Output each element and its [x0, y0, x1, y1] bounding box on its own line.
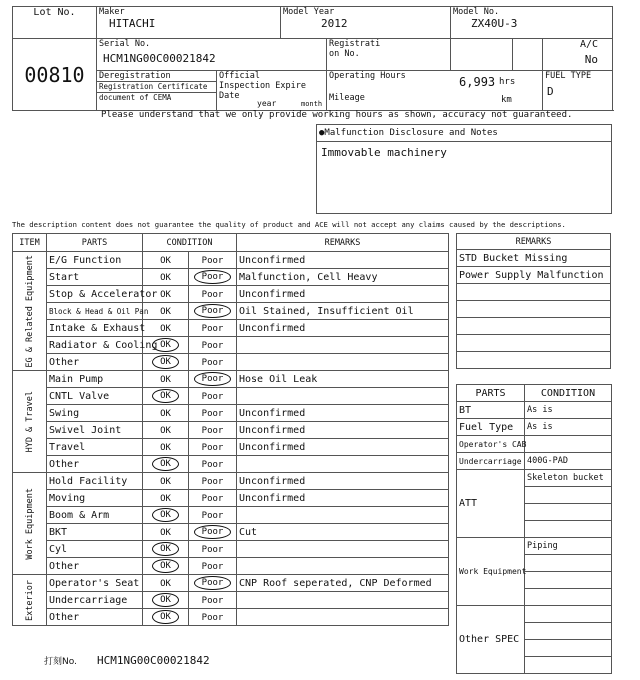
group-label: Exterior [24, 579, 35, 621]
table-row [13, 541, 449, 558]
group-label-cell [13, 252, 47, 371]
poor-cell [189, 286, 237, 303]
part-name: Travel [47, 439, 143, 456]
table-row [13, 303, 449, 320]
poor-option[interactable]: Poor [201, 561, 224, 572]
part-name: Moving [47, 490, 143, 507]
header-table [12, 6, 613, 111]
ok-cell [143, 575, 189, 592]
parts-box-condition [525, 521, 612, 538]
ok-cell [143, 422, 189, 439]
footer-label: 打刻No. [44, 657, 77, 667]
lot-no-cell [13, 39, 97, 111]
inspection-cell [217, 71, 327, 111]
ok-cell [143, 354, 189, 371]
parts-box-condition: As is [525, 402, 612, 419]
model-year-label: Model Year [283, 7, 335, 17]
remarks-line: Power Supply Malfunction [457, 267, 611, 284]
malfunction-box [316, 124, 612, 214]
part-name: Other [47, 609, 143, 626]
part-name: CNTL Valve [47, 388, 143, 405]
ok-option[interactable]: OK [160, 323, 171, 334]
part-name: Main Pump [47, 371, 143, 388]
parts-box-part: Operator's CAB [457, 436, 525, 453]
parts-box-condition: 400G-PAD [525, 453, 612, 470]
remark-text: CNP Roof seperated, CNP Deformed [237, 575, 449, 592]
poor-cell [189, 320, 237, 337]
ok-option[interactable]: OK [152, 559, 179, 573]
remarks-side-header: REMARKS [457, 234, 611, 250]
part-name: Start [47, 269, 143, 286]
poor-option[interactable]: Poor [201, 425, 224, 436]
remarks-line [457, 335, 611, 352]
dereg-cell [97, 71, 217, 111]
group-label: HYD & Travel [24, 390, 35, 453]
poor-option[interactable]: Poor [201, 289, 224, 300]
parts-box-condition: Skeleton bucket [525, 470, 612, 487]
table-row [13, 456, 449, 473]
ok-cell [143, 609, 189, 626]
remarks-side-table [456, 233, 611, 369]
poor-option[interactable]: Poor [201, 510, 224, 521]
table-row [13, 558, 449, 575]
part-name: Stop & Accelerator [47, 286, 143, 303]
ok-option[interactable]: OK [152, 610, 179, 624]
poor-cell [189, 490, 237, 507]
poor-cell [189, 269, 237, 286]
model-no-cell [451, 7, 613, 39]
maker-label: Maker [99, 7, 125, 17]
poor-option[interactable]: Poor [201, 612, 224, 623]
poor-option[interactable]: Poor [194, 270, 232, 284]
ok-option[interactable]: OK [152, 508, 179, 522]
poor-cell [189, 388, 237, 405]
ok-option[interactable]: OK [152, 457, 179, 471]
table-row [13, 354, 449, 371]
table-row [13, 269, 449, 286]
ok-cell [143, 439, 189, 456]
ac-value: No [584, 53, 599, 66]
poor-option[interactable]: Poor [194, 576, 232, 590]
group-label: EG & Related Equipment [24, 254, 35, 368]
poor-option[interactable]: Poor [201, 323, 224, 334]
group-label-cell [13, 575, 47, 626]
maker-cell [97, 7, 281, 39]
ok-option[interactable]: OK [160, 425, 171, 436]
ac-label: A/C [579, 39, 599, 50]
malfunction-text: Immovable machinery [321, 146, 447, 159]
ok-option[interactable]: OK [152, 355, 179, 369]
ok-cell [143, 456, 189, 473]
registration-cell [327, 39, 451, 71]
part-name: Block & Head & Oil Pan [47, 303, 143, 320]
remarks-line: STD Bucket Missing [457, 250, 611, 267]
model-year-cell [281, 7, 451, 39]
remark-text [237, 609, 449, 626]
poor-option[interactable]: Poor [194, 372, 232, 386]
remarks-line [457, 318, 611, 335]
ok-option[interactable]: OK [160, 408, 171, 419]
group-label-cell [13, 473, 47, 575]
maker-value: HITACHI [109, 17, 156, 30]
part-name: BKT [47, 524, 143, 541]
parts-box-condition [525, 657, 612, 674]
fuel-label: FUEL TYPE [545, 71, 592, 81]
parts-box-condition: Piping [525, 538, 612, 555]
condition-header: CONDITION [143, 234, 237, 252]
poor-cell [189, 524, 237, 541]
ok-option[interactable]: OK [160, 442, 171, 453]
table-row [13, 337, 449, 354]
poor-cell [189, 473, 237, 490]
parts-box-condition [525, 504, 612, 521]
remark-text [237, 558, 449, 575]
parts-box-condition [525, 436, 612, 453]
registration-blank-2 [513, 39, 543, 71]
ok-cell [143, 269, 189, 286]
table-row [13, 575, 449, 592]
remark-text [237, 456, 449, 473]
poor-cell [189, 405, 237, 422]
remarks-line [457, 301, 611, 318]
ok-cell [143, 558, 189, 575]
poor-option[interactable]: Poor [201, 595, 224, 606]
dereg-label: Deregistration [97, 71, 216, 82]
ok-option[interactable]: OK [152, 542, 179, 556]
ok-cell [143, 405, 189, 422]
table-row [13, 286, 449, 303]
remark-text [237, 354, 449, 371]
poor-cell [189, 439, 237, 456]
poor-cell [189, 456, 237, 473]
table-row [13, 371, 449, 388]
parts-box-part: Other SPEC [457, 606, 525, 674]
ok-option[interactable]: OK [160, 374, 171, 385]
fuel-value: D [547, 85, 554, 98]
group-label-cell [13, 371, 47, 473]
remarks-header: REMARKS [237, 234, 449, 252]
poor-option[interactable]: Poor [201, 340, 224, 351]
ok-cell [143, 490, 189, 507]
registration-label: Registrati on No. [329, 39, 381, 59]
ok-option[interactable]: OK [160, 306, 171, 317]
part-name: Swivel Joint [47, 422, 143, 439]
malfunction-title: ●Malfunction Disclosure and Notes [317, 125, 611, 142]
condition-table [12, 233, 449, 626]
ok-cell [143, 303, 189, 320]
ac-cell [543, 39, 613, 71]
hours-unit: hrs [499, 77, 516, 87]
ok-cell [143, 371, 189, 388]
ok-option[interactable]: OK [152, 389, 179, 403]
serial-cell [97, 39, 327, 71]
table-row [13, 422, 449, 439]
part-name: E/G Function [47, 252, 143, 269]
ok-cell [143, 592, 189, 609]
part-name: Swing [47, 405, 143, 422]
poor-cell [189, 337, 237, 354]
poor-option[interactable]: Poor [201, 391, 224, 402]
cema-label: document of CEMA [99, 93, 172, 102]
poor-cell [189, 541, 237, 558]
model-no-label: Model No. [453, 7, 500, 17]
poor-cell [189, 575, 237, 592]
poor-option[interactable]: Poor [201, 442, 224, 453]
fuel-cell [543, 71, 613, 111]
lot-no-value: 00810 [24, 62, 85, 87]
poor-cell [189, 354, 237, 371]
ok-option[interactable]: OK [160, 578, 171, 589]
poor-option[interactable]: Poor [194, 304, 232, 318]
remark-text: Unconfirmed [237, 439, 449, 456]
part-name: Intake & Exhaust [47, 320, 143, 337]
registration-blank-1 [451, 39, 513, 71]
model-year-value: 2012 [321, 17, 348, 30]
poor-cell [189, 303, 237, 320]
remark-text: Cut [237, 524, 449, 541]
parts-header: PARTS [47, 234, 143, 252]
remark-text [237, 507, 449, 524]
part-name: Undercarriage [47, 592, 143, 609]
model-no-value: ZX40U-3 [471, 17, 518, 30]
remark-text: Unconfirmed [237, 320, 449, 337]
ok-option[interactable]: OK [152, 338, 179, 352]
ok-option[interactable]: OK [160, 476, 171, 487]
poor-option[interactable]: Poor [201, 459, 224, 470]
poor-option[interactable]: Poor [201, 408, 224, 419]
table-row [13, 524, 449, 541]
poor-option[interactable]: Poor [201, 255, 224, 266]
footer-value: HCM1NG00C00021842 [96, 654, 210, 667]
parts-box-condition [525, 487, 612, 504]
reg-cert-label: Registration Certificate [97, 82, 216, 93]
ok-option[interactable]: OK [160, 493, 171, 504]
ok-cell [143, 507, 189, 524]
parts-box-condition [525, 589, 612, 606]
remark-text: Malfunction, Cell Heavy [237, 269, 449, 286]
notice-text: Please understand that we only provide working hours as shown, accuracy not guaranteed. [101, 110, 573, 120]
table-row [13, 592, 449, 609]
remark-text: Unconfirmed [237, 490, 449, 507]
poor-cell [189, 371, 237, 388]
part-name: Boom & Arm [47, 507, 143, 524]
poor-cell [189, 252, 237, 269]
ok-cell [143, 541, 189, 558]
disclaimer-text: The description content does not guarantee the quality of product and ACE will not accept any claims caused by the descriptions. [12, 220, 566, 229]
remark-text: Oil Stained, Insufficient Oil [237, 303, 449, 320]
ok-option[interactable]: OK [160, 255, 171, 266]
poor-option[interactable]: Poor [194, 525, 232, 539]
parts-box-condition [525, 623, 612, 640]
condition-box-header: CONDITION [525, 385, 612, 402]
month-label: month [301, 100, 323, 108]
poor-cell [189, 507, 237, 524]
lot-label: Lot No. [33, 7, 76, 18]
lot-label-cell [13, 7, 97, 39]
parts-box-part: ATT [457, 470, 525, 538]
ok-cell [143, 252, 189, 269]
parts-box-part: Fuel Type [457, 419, 525, 436]
part-name: Radiator & Cooling [47, 337, 143, 354]
mileage-label: Mileage [329, 93, 365, 103]
mileage-unit: km [501, 95, 512, 105]
remark-text [237, 337, 449, 354]
parts-box-header: PARTS [457, 385, 525, 402]
table-row [13, 405, 449, 422]
remark-text: Unconfirmed [237, 473, 449, 490]
hours-label: Operating Hours [329, 71, 406, 81]
parts-box-condition [525, 640, 612, 657]
part-name: Hold Facility [47, 473, 143, 490]
parts-box-part: Work Equipment [457, 538, 525, 606]
poor-cell [189, 422, 237, 439]
group-label: Work Equipment [24, 487, 35, 560]
poor-cell [189, 558, 237, 575]
ok-cell [143, 473, 189, 490]
remarks-line [457, 284, 611, 301]
parts-box-condition [525, 555, 612, 572]
serial-value: HCM1NG00C00021842 [103, 52, 216, 65]
parts-box-part: Undercarriage [457, 453, 525, 470]
part-name: Other [47, 558, 143, 575]
table-row [13, 507, 449, 524]
remark-text: Unconfirmed [237, 252, 449, 269]
table-row [13, 388, 449, 405]
part-name: Other [47, 456, 143, 473]
part-name: Cyl [47, 541, 143, 558]
hours-value: 6,993 [459, 75, 496, 89]
part-name: Other [47, 354, 143, 371]
remark-text: Unconfirmed [237, 286, 449, 303]
parts-box-condition [525, 606, 612, 623]
table-row [13, 439, 449, 456]
parts-box-condition: As is [525, 419, 612, 436]
ok-option[interactable]: OK [160, 527, 171, 538]
poor-option[interactable]: Poor [201, 544, 224, 555]
poor-option[interactable]: Poor [201, 476, 224, 487]
inspection-label: Official Inspection Expire Date [219, 71, 306, 101]
parts-box-part: BT [457, 402, 525, 419]
remarks-line [457, 352, 611, 369]
ok-cell [143, 388, 189, 405]
poor-cell [189, 592, 237, 609]
table-row [13, 473, 449, 490]
table-row [13, 490, 449, 507]
year-label: year [257, 99, 277, 108]
table-row [13, 252, 449, 269]
remark-text [237, 388, 449, 405]
remark-text [237, 541, 449, 558]
ok-option[interactable]: OK [152, 593, 179, 607]
poor-option[interactable]: Poor [201, 357, 224, 368]
poor-cell [189, 609, 237, 626]
serial-label: Serial No. [99, 39, 151, 49]
footer [44, 654, 210, 667]
remark-text: Unconfirmed [237, 405, 449, 422]
ok-option[interactable]: OK [160, 272, 171, 283]
part-name: Operator's Seat [47, 575, 143, 592]
remark-text: Hose Oil Leak [237, 371, 449, 388]
hours-cell [327, 71, 543, 111]
ok-cell [143, 524, 189, 541]
ok-option[interactable]: OK [160, 289, 171, 300]
poor-option[interactable]: Poor [201, 493, 224, 504]
item-header: ITEM [13, 234, 47, 252]
table-row [13, 609, 449, 626]
remark-text [237, 592, 449, 609]
table-row [13, 320, 449, 337]
parts-box-condition [525, 572, 612, 589]
parts-condition-table [456, 384, 612, 674]
ok-cell [143, 320, 189, 337]
remark-text: Unconfirmed [237, 422, 449, 439]
